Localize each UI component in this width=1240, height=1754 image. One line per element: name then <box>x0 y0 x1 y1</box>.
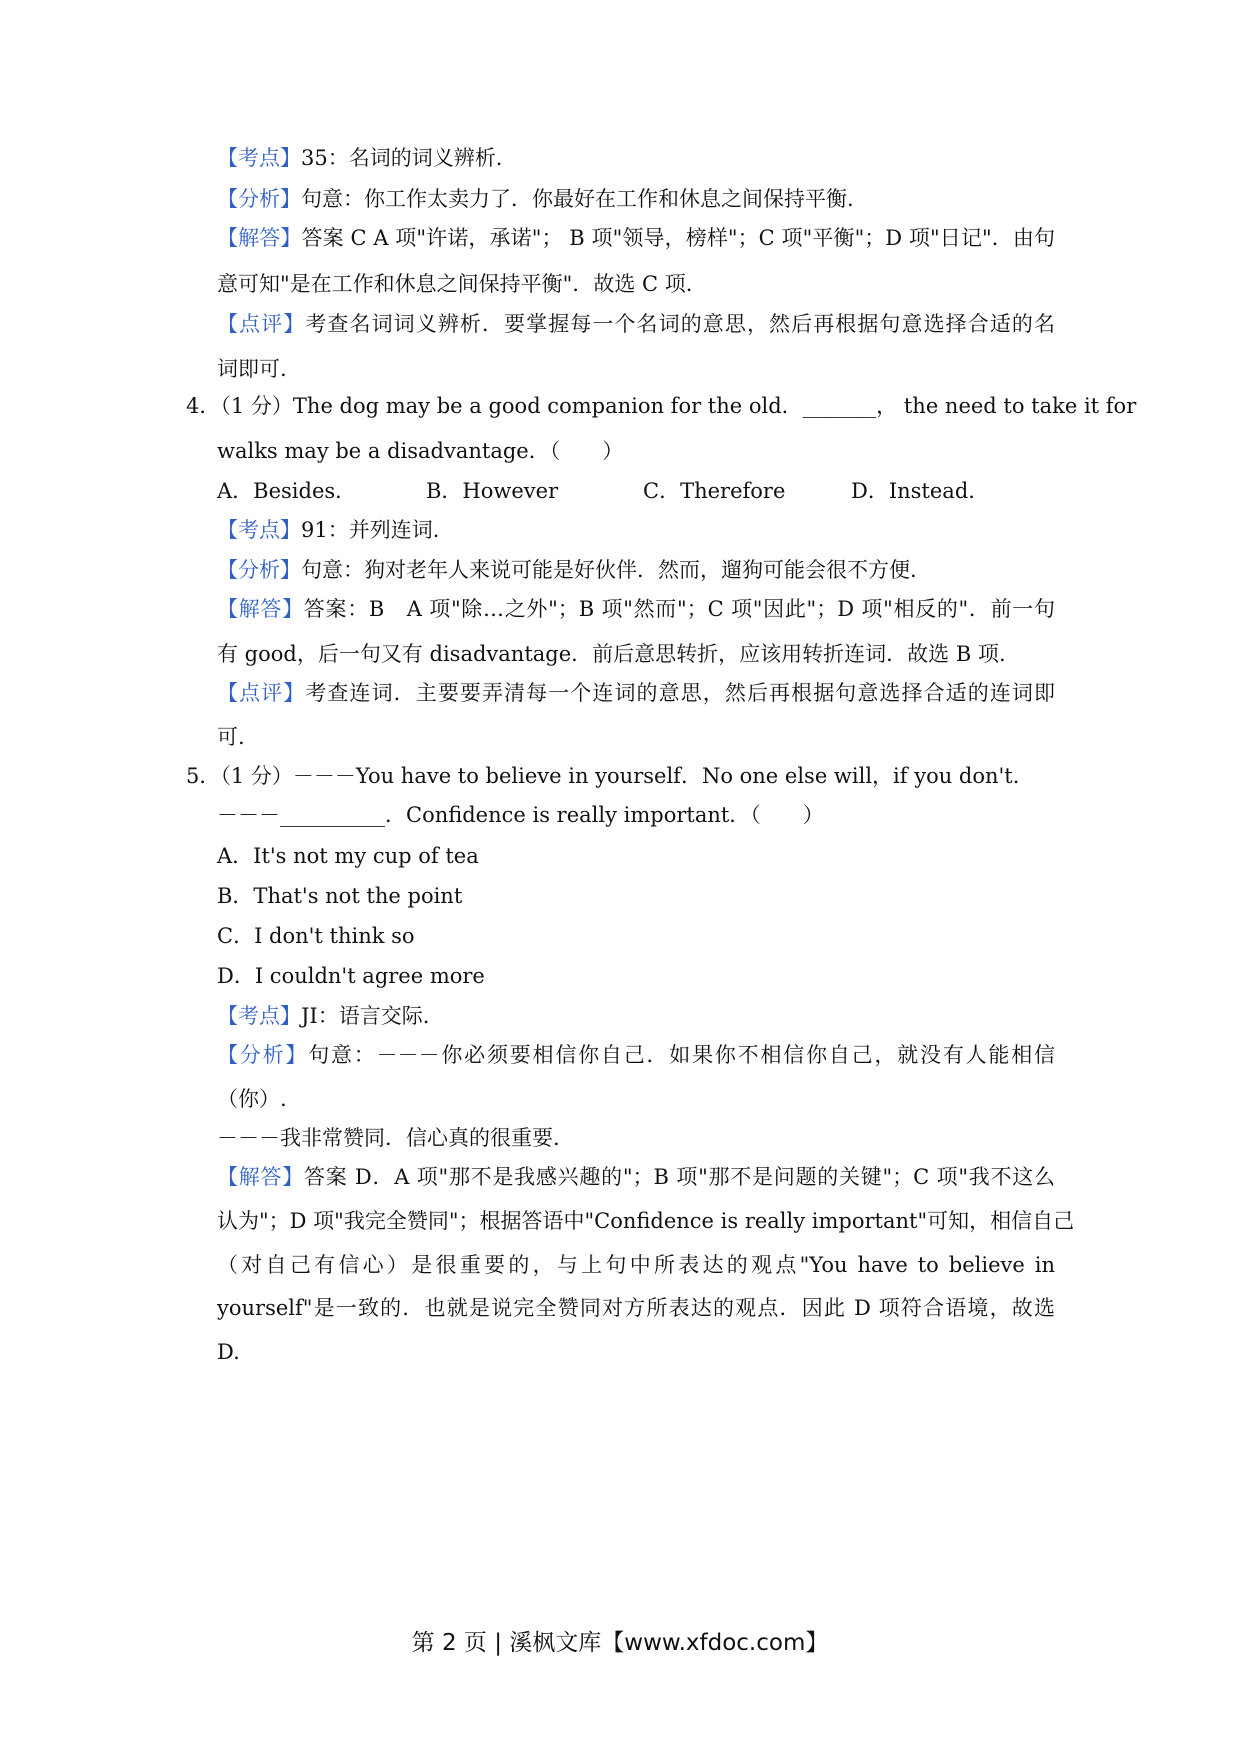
q4-dianping-line1 <box>217 679 1055 707</box>
q5-option-b: B．That's not the point <box>217 884 463 908</box>
q5-stem-line2: －－－__________．Confidence is really important．（ ） <box>217 803 824 827</box>
q5-option-d: D．I couldn't agree more <box>217 964 485 988</box>
q5-option-a: A．It's not my cup of tea <box>217 844 479 868</box>
q4-option-d: D．Instead. <box>851 479 975 503</box>
q3-fenxi <box>217 185 1055 213</box>
jieda-tag: 【解答】 <box>217 226 302 250</box>
question-stem: （1 分）－－－You have to believe in yourself．No one else will，if you don't. <box>220 764 1020 788</box>
q4-fenxi <box>217 556 1055 584</box>
q5-fenxi-line3: －－－我非常赞同．信心真的很重要. <box>217 1126 560 1150</box>
jieda-text: 答案：B A 项"除…之外"；B 项"然而"；C 项"因此"；D 项"相反的"．前一句 <box>303 597 1055 621</box>
dianping-text: 考查名词词义辨析．要掌握每一个名词的意思，然后再根据句意选择合适的名 <box>305 312 1056 336</box>
fenxi-tag: 【分析】 <box>217 1043 309 1067</box>
q5-fenxi-line2: （你）. <box>217 1087 287 1111</box>
q5-kaodian <box>217 1002 1055 1030</box>
q5-option-c: C．I don't think so <box>217 924 415 948</box>
q4-dianping-line2: 可. <box>217 725 245 749</box>
q5-jieda-line3: （对自己有信心）是很重要的，与上句中所表达的观点"You have to believe in <box>217 1253 1055 1277</box>
q5-jieda-line2: 认为"；D 项"我完全赞同"；根据答语中"Confidence is really important"可知，相信自己 <box>217 1209 1075 1233</box>
q5-stem-line1 <box>186 762 1056 790</box>
dianping-text: 考查连词．主要要弄清每一个连词的意思，然后再根据句意选择合适的连词即 <box>305 681 1056 705</box>
kaodian-text: 91：并列连词. <box>301 518 440 542</box>
kaodian-text: 35：名词的词义辨析. <box>301 146 503 170</box>
jieda-tag: 【解答】 <box>217 1165 304 1189</box>
q3-jieda-line1 <box>217 224 1055 252</box>
q4-stem-line2: walks may be a disadvantage．（ ） <box>217 439 624 463</box>
q5-jieda-line1 <box>217 1163 1055 1191</box>
fenxi-text: 句意：狗对老年人来说可能是好伙伴．然而，遛狗可能会很不方便. <box>301 558 917 582</box>
kaodian-text: JI：语言交际. <box>301 1004 430 1028</box>
fenxi-text: 句意：你工作太卖力了．你最好在工作和休息之间保持平衡. <box>301 187 854 211</box>
jieda-text: 答案 C A 项"许诺，承诺"； B 项"领导，榜样"；C 项"平衡"；D 项"日记"．由句 <box>301 226 1055 250</box>
kaodian-tag: 【考点】 <box>217 1004 301 1028</box>
q4-kaodian <box>217 516 1055 544</box>
dianping-tag: 【点评】 <box>217 681 306 705</box>
q4-jieda-line1 <box>217 595 1055 623</box>
q4-option-a: A．Besides． <box>217 479 357 503</box>
page-footer: 第 2 页 | 溪枫文库【www.xfdoc.com】 <box>411 1630 829 1656</box>
question-number: 5． <box>186 764 221 788</box>
fenxi-text: 句意：－－－你必须要相信你自己．如果你不相信你自己，就没有人能相信 <box>308 1043 1056 1067</box>
q4-jieda-line2: 有 good，后一句又有 disadvantage．前后意思转折，应该用转折连词．故选 B 项. <box>217 642 1006 666</box>
q4-option-b: B．However <box>426 479 559 503</box>
kaodian-tag: 【考点】 <box>217 518 301 542</box>
q4-stem-line1 <box>186 392 1137 420</box>
kaodian-tag: 【考点】 <box>217 146 301 170</box>
q4-option-c: C．Therefore <box>643 479 786 503</box>
q3-dianping-line2: 词即可. <box>217 357 287 381</box>
q3-kaodian <box>217 144 1055 172</box>
q3-jieda-line2: 意可知"是在工作和休息之间保持平衡"．故选 C 项. <box>217 272 693 296</box>
jieda-text: 答案 D．A 项"那不是我感兴趣的"；B 项"那不是问题的关键"；C 项"我不这么 <box>303 1165 1056 1189</box>
q5-fenxi-line1 <box>217 1041 1055 1069</box>
fenxi-tag: 【分析】 <box>217 187 301 211</box>
question-number: 4． <box>186 394 221 418</box>
fenxi-tag: 【分析】 <box>217 558 301 582</box>
dianping-tag: 【点评】 <box>217 312 306 336</box>
q5-jieda-line5: D. <box>217 1340 240 1364</box>
jieda-tag: 【解答】 <box>217 597 304 621</box>
question-stem: （1 分）The dog may be a good companion for the old．_______， the need to take it for <box>220 394 1137 418</box>
q3-dianping-line1 <box>217 310 1055 338</box>
q5-jieda-line4: yourself"是一致的．也就是说完全赞同对方所表达的观点．因此 D 项符合语境，故选 <box>217 1296 1055 1320</box>
